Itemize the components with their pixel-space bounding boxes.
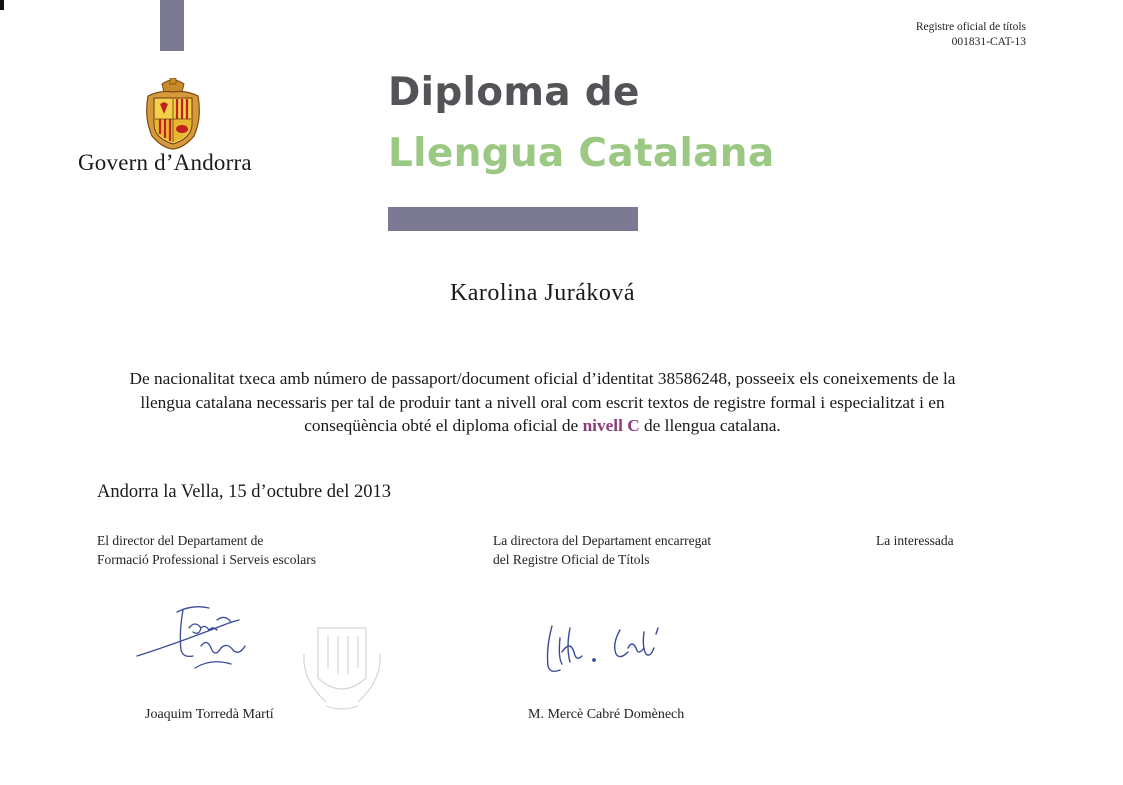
registry-number: 001831-CAT-13 — [951, 36, 1026, 48]
diploma-title-line1: Diploma de — [388, 70, 640, 115]
signatory-role-director — [97, 531, 316, 569]
statement-text-end: de llengua catalana. — [639, 416, 781, 435]
role-line: Formació Professional i Serveis escolars — [97, 552, 316, 567]
registry-reference — [916, 20, 1026, 50]
registry-label: Registre oficial de títols — [915, 21, 1026, 33]
diploma-title-line2: Llengua Catalana — [388, 131, 775, 176]
top-accent-bar — [160, 0, 184, 51]
role-line: La directora del Departament encarregat — [493, 533, 712, 548]
signature-1-image — [135, 598, 255, 680]
statement-text: De nacionalitat txeca amb número de passaport/document oficial d’identitat 38586248, posseeix els coneixements de la llengua catalana necessaris per tal de produir tant a nivell oral com escrit textos de registre formal i especialitzat i en conseqüència obté el diploma oficial de — [129, 369, 956, 435]
role-line: del Registre Oficial de Títols — [493, 552, 650, 567]
signatory-role-interessada — [876, 531, 954, 550]
role-line: El director del Departament de — [97, 533, 264, 548]
certification-statement — [110, 367, 975, 438]
role-line: La interessada — [876, 533, 954, 548]
level-highlight: nivell C — [582, 416, 640, 435]
official-stamp-image — [296, 618, 388, 714]
place-and-date: Andorra la Vella, 15 d’octubre del 2013 — [97, 482, 392, 502]
andorra-coat-of-arms-icon — [140, 78, 206, 150]
signatory-name: M. Mercè Cabré Domènech — [528, 707, 685, 722]
signatory-role-directora — [493, 531, 711, 569]
signature-2-image — [540, 618, 670, 676]
signatory-name: Joaquim Torredà Martí — [145, 707, 274, 722]
title-underline-bar — [388, 207, 638, 231]
corner-mark — [0, 0, 4, 10]
issuer-name: Govern d’Andorra — [78, 150, 252, 175]
recipient-name: Karolina Juráková — [449, 280, 636, 306]
